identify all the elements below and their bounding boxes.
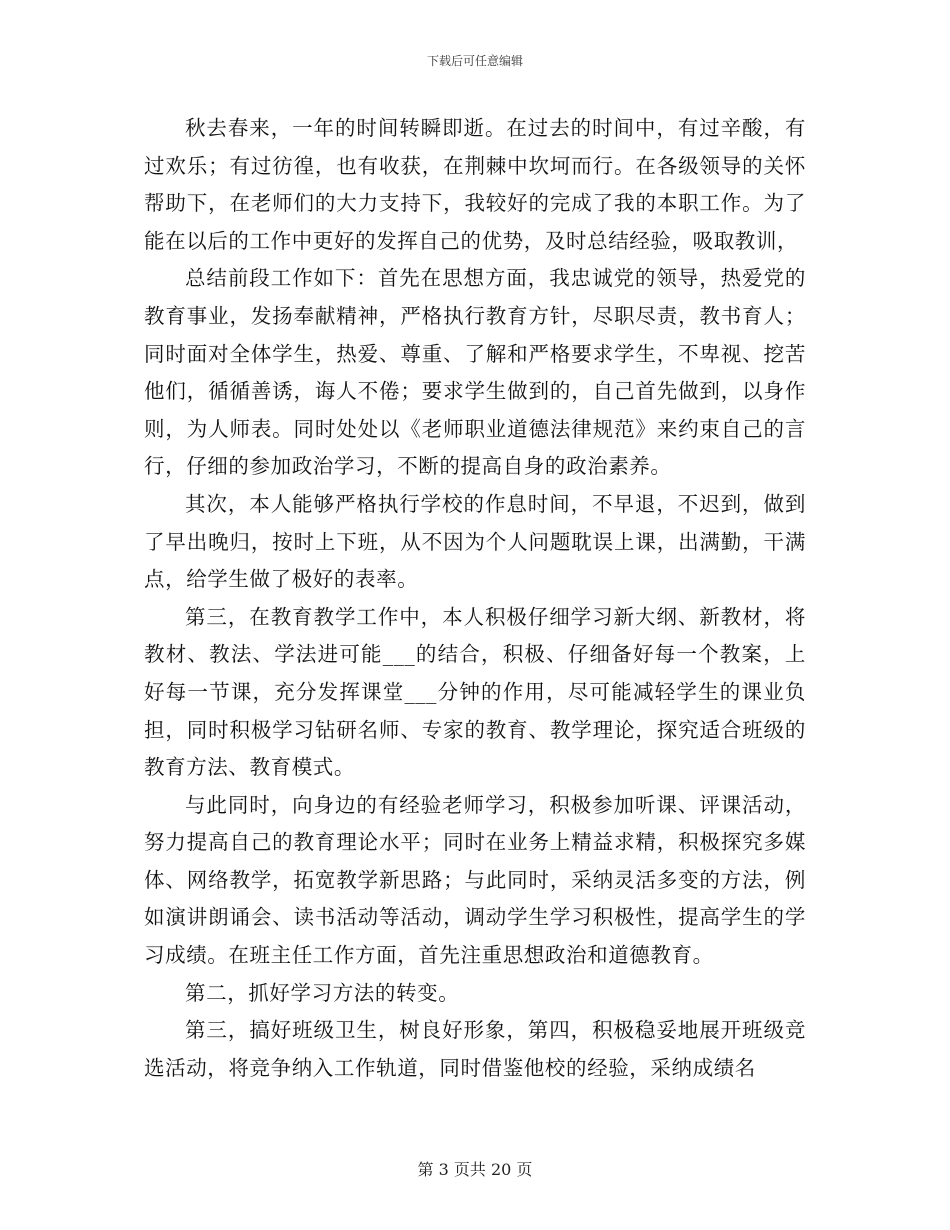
page-number-footer: 第 3 页共 20 页	[417, 1160, 533, 1179]
paragraph-5: 与此同时，向身边的有经验老师学习，积极参加听课、评课活动，努力提高自己的教育理论水平；同时在业务上精益求精，积极探究多媒体、网络教学，拓宽教学新思路；与此同时，采纳灵活多变的方法，例如演讲朗诵会、读书活动等活动，调动学生学习积极性，提高学生的学习成绩。在班主任工作方面，首先注重思想政治和道德教育。	[144, 792, 806, 968]
paragraph-6: 第二，抓好学习方法的转变。	[185, 980, 460, 1005]
paragraph-3: 其次，本人能够严格执行学校的作息时间，不早退，不迟到，做到了早出晚归，按时上下班，从不因为个人问题耽误上课，出满勤，干满点，给学生做了极好的表率。	[144, 491, 806, 592]
paragraph-1: 秋去春来，一年的时间转瞬即逝。在过去的时间中，有过辛酸，有过欢乐；有过彷徨，也有收获，在荆棘中坎坷而行。在各级领导的关怀帮助下，在老师们的大力支持下，我较好的完成了我的本职工作。为了能在以后的工作中更好的发挥自己的优势，及时总结经验，吸取教训，	[144, 116, 806, 253]
document-body	[144, 110, 806, 1087]
paragraph-2: 总结前段工作如下：首先在思想方面，我忠诚党的领导，热爱党的教育事业，发扬奉献精神，严格执行教育方针，尽职尽责，教书育人；同时面对全体学生，热爱、尊重、了解和严格要求学生，不卑视、挖苦他们，循循善诱，诲人不倦；要求学生做到的，自己首先做到，以身作则，为人师表。同时处处以《老师职业道德法律规范》来约束自己的言行，仔细的参加政治学习，不断的提高自身的政治素养。	[144, 266, 806, 479]
page-header: 下载后可任意编辑	[426, 54, 523, 68]
paragraph-4: 第三，在教育教学工作中，本人积极仔细学习新大纲、新教材，将教材、教法、学法进可能___的结合，积极、仔细备好每一个教案，上好每一节课，充分发挥课堂___分钟的作用，尽可能减轻学生的课业负担，同时积极学习钻研名师、专家的教育、教学理论，探究适合班级的教育方法、教育模式。	[144, 604, 806, 780]
paragraph-7: 第三，搞好班级卫生，树良好形象，第四，积极稳妥地展开班级竞选活动，将竞争纳入工作轨道，同时借鉴他校的经验，采纳成绩名	[144, 1018, 806, 1080]
